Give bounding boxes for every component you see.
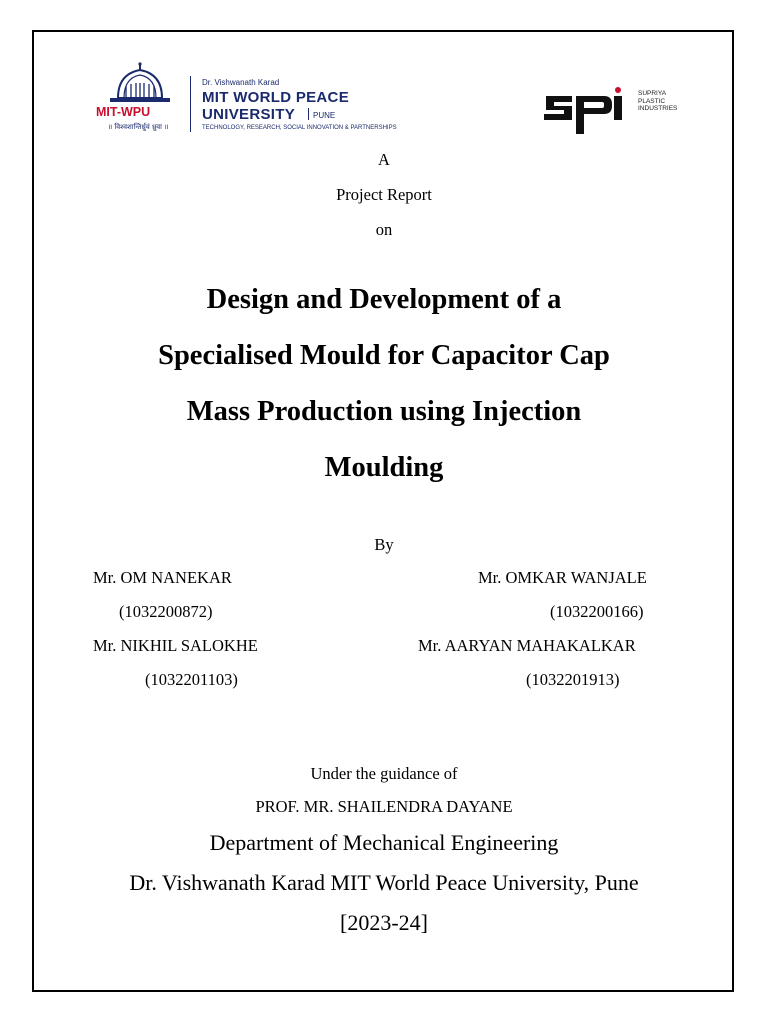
spi-line3: INDUSTRIES [638, 105, 678, 112]
author-3-id: (1032201103) [145, 670, 238, 689]
mit-motto: ॥ विश्वशान्तिर्ध्रुवं ध्रुवा ॥ [108, 123, 169, 131]
author-4-name: Mr. AARYAN MAHAKALKAR [418, 636, 636, 655]
mit-wpu-short: MIT-WPU [96, 105, 151, 119]
university: Dr. Vishwanath Karad MIT World Peace University, Pune [129, 870, 639, 895]
logo-divider [190, 76, 191, 132]
pune-divider [308, 108, 309, 120]
title-line-3: Mass Production using Injection [186, 396, 582, 427]
author-4-id: (1032201913) [526, 670, 620, 689]
intro-report: Project Report [336, 185, 432, 204]
spi-line1: SUPRIYA [638, 90, 667, 97]
guidance-label: Under the guidance of [310, 764, 458, 783]
title-line-1: Design and Development of a [206, 284, 562, 315]
author-1-name: Mr. OM NANEKAR [93, 568, 232, 587]
mit-name-line1: MIT WORLD PEACE [202, 89, 349, 106]
mit-founder: Dr. Vishwanath Karad [202, 78, 280, 87]
spi-logo [542, 84, 692, 138]
author-2-name: Mr. OMKAR WANJALE [478, 568, 647, 587]
title-line-4: Moulding [324, 452, 444, 483]
dome-icon [104, 62, 176, 104]
author-2-id: (1032200166) [550, 602, 644, 621]
guide-name: PROF. MR. SHAILENDRA DAYANE [255, 797, 513, 816]
by-label: By [374, 535, 394, 554]
mit-name-line2: UNIVERSITY [202, 106, 296, 123]
academic-year: [2023-24] [340, 910, 428, 935]
spi-line2: PLASTIC [638, 97, 666, 105]
intro-on: on [375, 220, 393, 239]
title-line-2: Specialised Mould for Capacitor Cap [158, 340, 610, 371]
spi-mark-icon [542, 84, 634, 138]
department: Department of Mechanical Engineering [209, 830, 559, 855]
mit-city: PUNE [313, 111, 336, 120]
intro-a: A [378, 150, 390, 169]
author-1-id: (1032200872) [119, 602, 213, 621]
mit-tagline: TECHNOLOGY, RESEARCH, SOCIAL INNOVATION & PARTNERSHIPS [202, 125, 397, 131]
mit-wpu-logo [96, 62, 397, 138]
author-3-name: Mr. NIKHIL SALOKHE [93, 636, 258, 655]
